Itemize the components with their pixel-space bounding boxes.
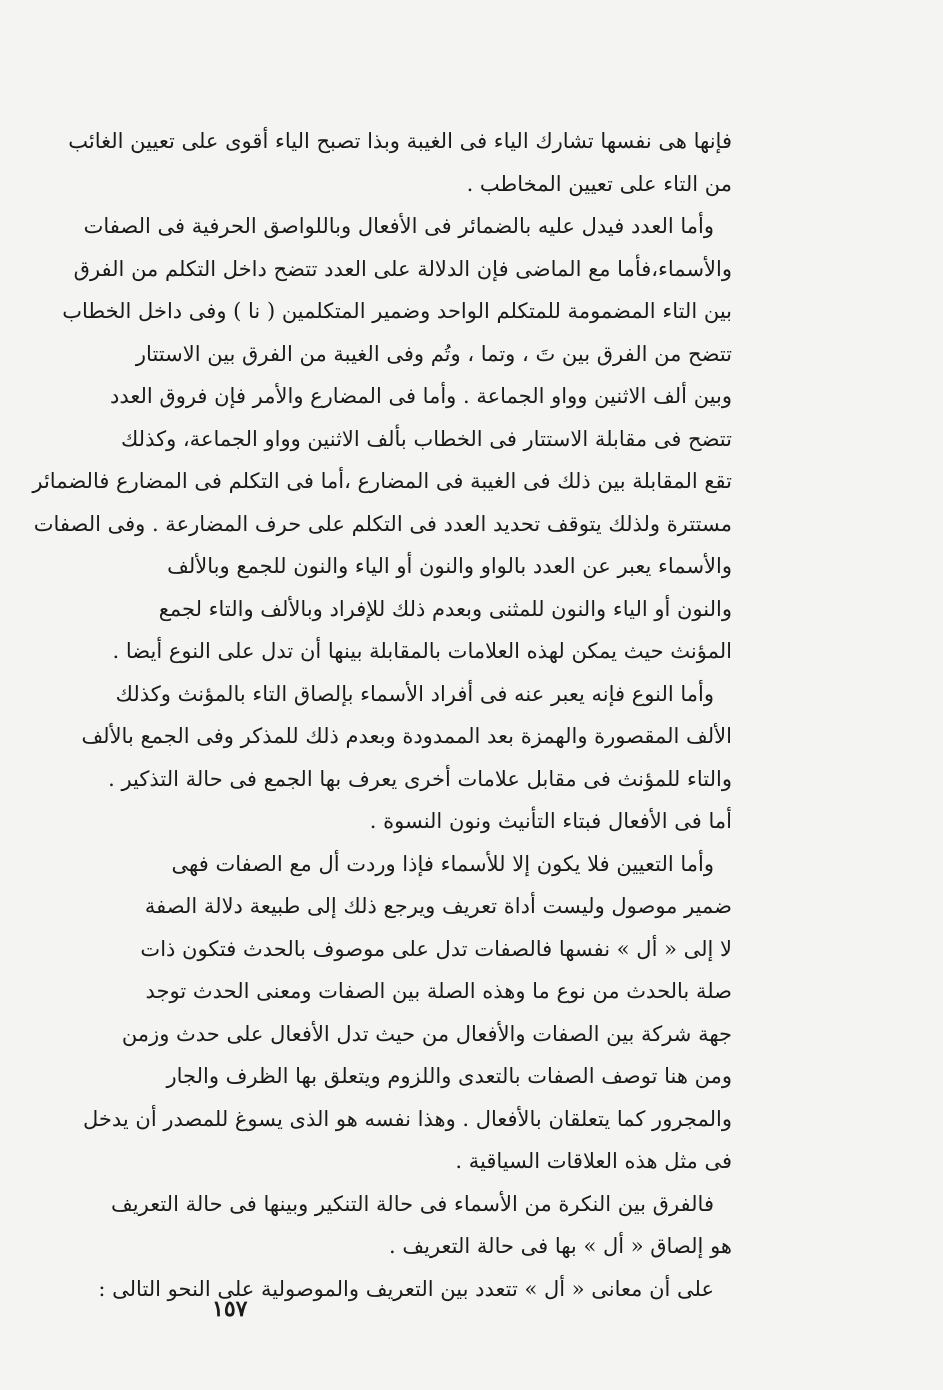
text-line: ومن هنا توصف الصفات بالتعدى واللزوم ويتعلق بها الظرف والجار	[166, 1064, 732, 1088]
text-line: هو إلصاق « أل » بها فى حالة التعريف .	[389, 1234, 732, 1258]
text-line: صلة بالحدث من نوع ما وهذه الصلة بين الصفات ومعنى الحدث توجد	[145, 979, 732, 1003]
text-line: وأما العدد فيدل عليه بالضمائر فى الأفعال وباللواصق الحرفية فى الصفات	[83, 214, 714, 238]
text-line: والنون أو الياء والنون للمثنى وبعدم ذلك للإفراد وبالألف والتاء لجمع	[158, 596, 732, 621]
text-line: تقع المقابلة بين ذلك فى الغيبة فى المضارع ،أما فى التكلم فى المضارع فالضمائر	[32, 469, 732, 493]
text-line: المؤنث حيث يمكن لهذه العلامات بالمقابلة بينها أن تدل على النوع أيضا .	[112, 639, 732, 663]
page-number: ١٥٧	[212, 1296, 248, 1322]
text-line: وأما التعيين فلا يكون إلا للأسماء فإذا وردت أل مع الصفات فهى	[171, 851, 714, 876]
text-line: جهة شركة بين الصفات والأفعال من حيث تدل الأفعال على حدث وزمن	[121, 1021, 732, 1046]
text-line: الألف المقصورة والهمزة بعد الممدودة وبعدم ذلك للمذكر وفى الجمع بالألف	[81, 724, 732, 748]
text-line: بين التاء المضمومة للمتكلم الواحد وضمير المتكلمين ( نا ) وفى داخل الخطاب	[62, 299, 732, 323]
text-line: فى مثل هذه العلاقات السياقية .	[455, 1149, 732, 1173]
text-line: فإنها هى نفسها تشارك الياء فى الغيبة وبذا تصبح الياء أقوى على تعيين الغائب	[68, 129, 732, 153]
text-line: تتضح من الفرق بين تَ ، وتما ، وتُم وفى الغيبة من الفرق بين الاستتار	[135, 341, 732, 366]
text-line: والأسماء يعبر عن العدد بالواو والنون أو الياء والنون للجمع وبالألف	[167, 554, 732, 578]
text-line: والتاء للمؤنث فى مقابل علامات أخرى يعرف بها الجمع فى حالة التذكير .	[108, 766, 732, 791]
text-line: ضمير موصول وليست أداة تعريف ويرجع ذلك إلى طبيعة دلالة الصفة	[144, 894, 732, 918]
text-line: والأسماء،فأما مع الماضى فإن الدلالة على العدد تتضح داخل التكلم من الفرق	[73, 256, 732, 281]
text-line: لا إلى « أل » نفسها فالصفات تدل على موصوف بالحدث فتكون ذات	[140, 936, 732, 961]
text-line: من التاء على تعيين المخاطب .	[466, 171, 732, 196]
text-line: فالفرق بين النكرة من الأسماء فى حالة التنكير وبينها فى حالة التعريف	[111, 1191, 714, 1216]
text-line: وأما النوع فإنه يعبر عنه فى أفراد الأسماء بإلصاق التاء بالمؤنث وكذلك	[115, 681, 714, 706]
text-line: أما فى الأفعال فبتاء التأنيث ونون النسوة .	[369, 809, 732, 833]
text-line: والمجرور كما يتعلقان بالأفعال . وهذا نفسه هو الذى يسوغ للمصدر أن يدخل	[83, 1106, 732, 1131]
body-text	[32, 120, 732, 1310]
text-line: على أن معانى « أل » تتعدد بين التعريف والموصولية على النحو التالى :	[98, 1276, 714, 1301]
text-line: وبين ألف الاثنين وواو الجماعة . وأما فى المضارع والأمر فإن فروق العدد	[109, 384, 732, 408]
text-line: مستترة ولذلك يتوقف تحديد العدد فى التكلم على حرف المضارعة . وفى الصفات	[33, 511, 732, 536]
text-line: تتضح فى مقابلة الاستتار فى الخطاب بألف الاثنين وواو الجماعة، وكذلك	[120, 426, 732, 451]
